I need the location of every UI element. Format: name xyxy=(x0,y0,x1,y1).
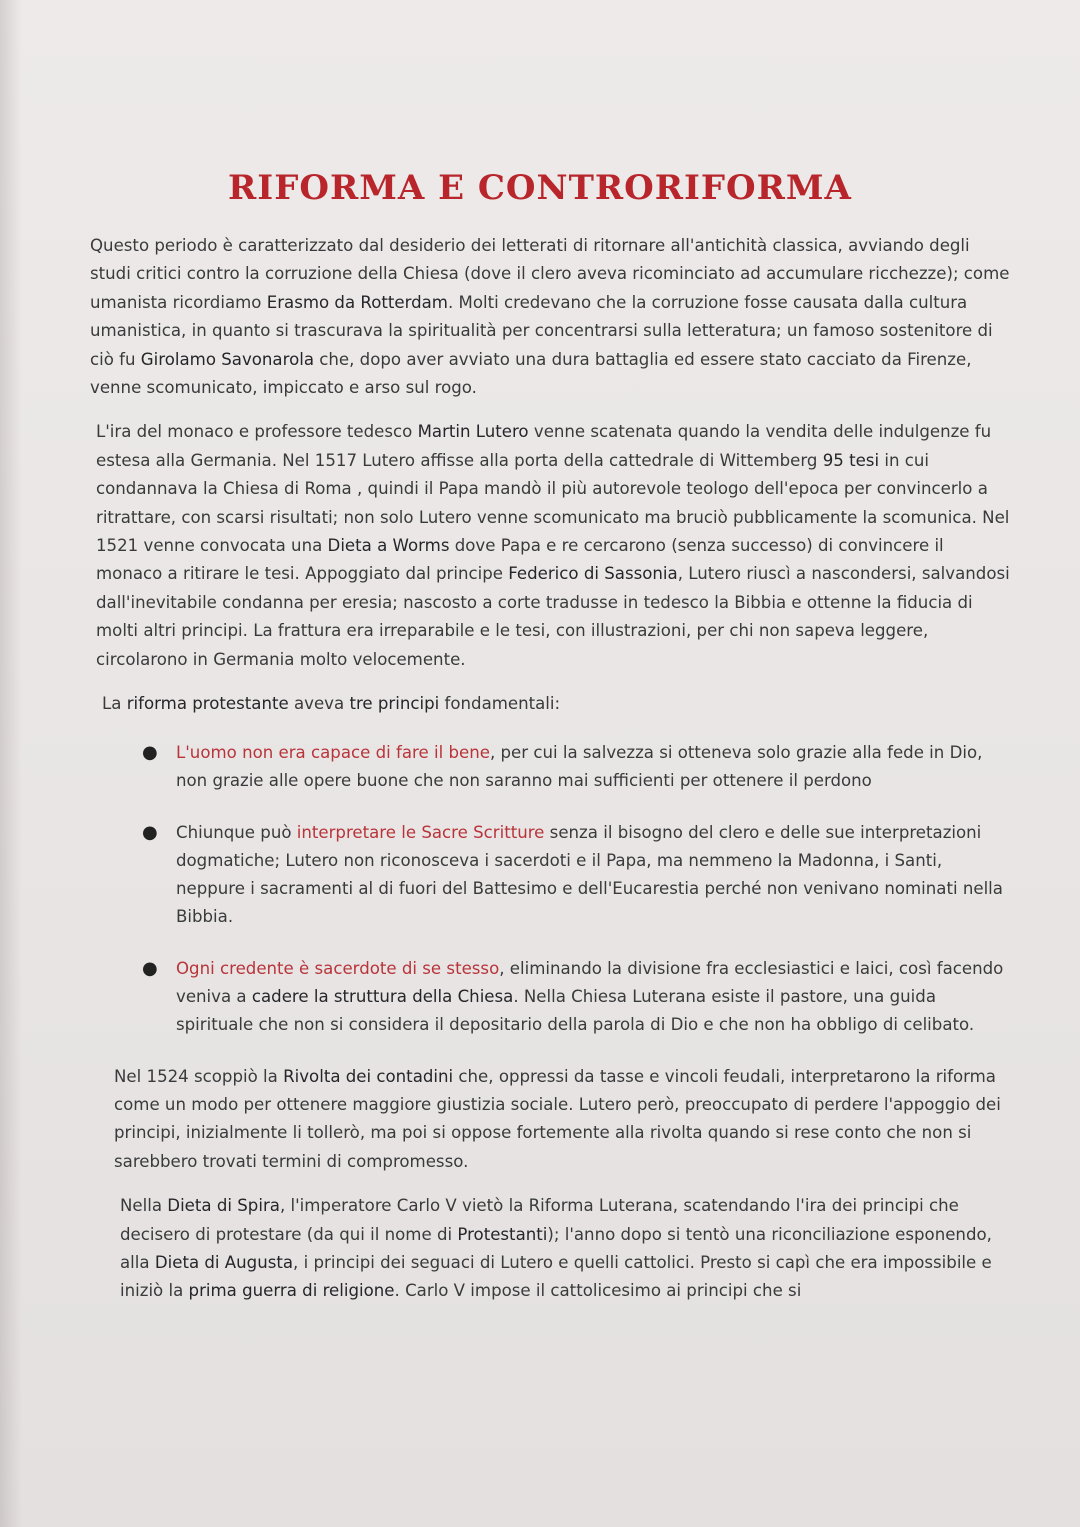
text-span: fondamentali: xyxy=(439,694,561,714)
text-span: La xyxy=(102,694,127,714)
paragraph-rivolta-contadini xyxy=(114,1063,1010,1177)
text-span: che, oppressi da tasse e vincoli feudali, interpretarono la riforma come un modo per ottenere maggiore giustizia sociale. Lutero però, preoccupato di perdere l'appoggio dei principi, inizialmente li tollerò, ma poi si oppose fortemente alla rivolta quando si rese conto che non si sarebbero trovati termini di compromesso. xyxy=(114,1066,1001,1171)
text-span: in cui condannava la Chiesa di Roma , quindi il Papa mandò il più autorevole teologo dell'epoca per convincerlo a ritrattare, con scarsi risultati; non solo Lutero venne scomunicato ma bruciò pubblicamente la scomunica. Nel 1521 venne convocata una xyxy=(96,450,1010,556)
list-item xyxy=(142,739,1010,795)
highlight-federico: Federico di Sassonia xyxy=(508,564,678,584)
text-span: Chiunque può xyxy=(176,822,297,842)
text-span: , l'imperatore Carlo V vietò la Riforma Luterana, scatendando l'ira dei principi che decisero di protestare (da qui il nome di xyxy=(120,1196,959,1244)
bullet-icon: ● xyxy=(142,957,158,979)
text-span: . Nella Chiesa Luterana esiste il pastore, una guida spirituale che non si considera il depositario della parola di Dio e che non ha obbligo di celibato. xyxy=(176,986,975,1034)
principles-list xyxy=(90,739,1010,1039)
text-span: dove Papa e re cercarono (senza successo) di convincere il monaco a ritirare le tesi. Appoggiato dal principe xyxy=(96,536,944,584)
document-body xyxy=(90,232,1010,1322)
document-title: RIFORMA E CONTRORIFORMA xyxy=(228,168,852,208)
paragraph-principi-intro xyxy=(102,690,1010,718)
text-span: , eliminando la divisione fra ecclesiastici e laici, così facendo veniva a xyxy=(176,958,1004,1006)
text-span: . Molti credevano che la corruzione fosse causata dalla cultura umanistica, in quanto si trascurava la spiritualità per concentrarsi sulla letteratura; un famoso sostenitore di ciò fu xyxy=(90,292,993,369)
highlight-rivolta-contadini: Rivolta dei contadini xyxy=(283,1066,454,1086)
text-span: Nel 1524 scoppiò la xyxy=(114,1066,284,1086)
principle-red-text: Ogni credente è sacerdote di se stesso xyxy=(176,958,500,978)
text-span: Questo periodo è caratterizzato dal desiderio dei letterati di ritornare all'antichità classica, avviando degli studi critici contro la corruzione della Chiesa (dove il clero aveva ricominciato ad accumulare ricchezze); come umanista ricordiamo xyxy=(90,236,1010,312)
list-item xyxy=(142,955,1010,1039)
bullet-icon: ● xyxy=(142,821,158,843)
highlight-martin-lutero: Martin Lutero xyxy=(417,422,529,442)
list-item xyxy=(142,819,1010,931)
text-span: , per cui la salvezza si otteneva solo grazie alla fede in Dio, non grazie alle opere buone che non saranno mai sufficienti per ottenere il perdono xyxy=(176,742,983,790)
page-edge-shadow xyxy=(0,0,22,1527)
text-span: ); l'anno dopo si tentò una riconciliazione esponendo, alla xyxy=(120,1224,992,1272)
text-span: Nella xyxy=(120,1196,168,1216)
highlight-struttura-chiesa: cadere la struttura della Chiesa xyxy=(251,986,514,1006)
text-span: venne scatenata quando la vendita delle indulgenze fu estesa alla Germania. Nel 1517 Lutero affisse alla porta della cattedrale di Wittemberg xyxy=(96,422,992,470)
text-span: che, dopo aver avviato una dura battaglia ed essere stato cacciato da Firenze, venne scomunicato, impiccato e arso sul rogo. xyxy=(90,349,972,398)
highlight-protestanti: Protestanti xyxy=(457,1224,548,1244)
text-span: . Carlo V impose il cattolicesimo ai principi che si xyxy=(394,1281,802,1301)
highlight-dieta-spira: Dieta di Spira xyxy=(167,1196,280,1216)
text-span: , Lutero riuscì a nascondersi, salvandosi dall'inevitabile condanna per eresia; nascosto a corte tradusse in tedesco la Bibbia e ottenne la fiducia di molti altri principi. La frattura era irreparabile e le tesi, con illustrazioni, per chi non sapeva leggere, circolarono in Germania molto velocemente. xyxy=(96,564,1010,669)
highlight-95-tesi: 95 tesi xyxy=(822,450,880,470)
text-span: aveva xyxy=(288,694,350,714)
highlight-riforma-protestante: riforma protestante xyxy=(126,694,289,714)
principle-red-text: L'uomo non era capace di fare il bene xyxy=(176,742,490,762)
principle-red-text: interpretare le Sacre Scritture xyxy=(296,822,545,842)
highlight-dieta-augusta: Dieta di Augusta xyxy=(154,1252,294,1272)
text-span: , i principi dei seguaci di Lutero e quelli cattolici. Presto si capì che era impossibile e iniziò la xyxy=(120,1252,992,1301)
paragraph-lutero xyxy=(96,418,1010,674)
highlight-dieta-worms: Dieta a Worms xyxy=(327,536,450,556)
text-span: senza il bisogno del clero e delle sue interpretazioni dogmatiche; Lutero non riconosceva i sacerdoti e il Papa, ma nemmeno la Madonna, i Santi, neppure i sacramenti al di fuori del Battesimo e dell'Eucarestia perché non venivano nominati nella Bibbia. xyxy=(176,822,1003,926)
bullet-icon: ● xyxy=(142,741,158,763)
paragraph-intro xyxy=(90,232,1010,402)
highlight-savonarola: Girolamo Savonarola xyxy=(140,349,314,369)
highlight-guerra-religione: prima guerra di religione xyxy=(188,1281,395,1301)
highlight-tre-principi: tre principi xyxy=(349,694,440,714)
text-span: L'ira del monaco e professore tedesco xyxy=(96,422,418,442)
highlight-erasmo: Erasmo da Rotterdam xyxy=(266,292,448,312)
paragraph-dieta-spira xyxy=(120,1192,1010,1306)
